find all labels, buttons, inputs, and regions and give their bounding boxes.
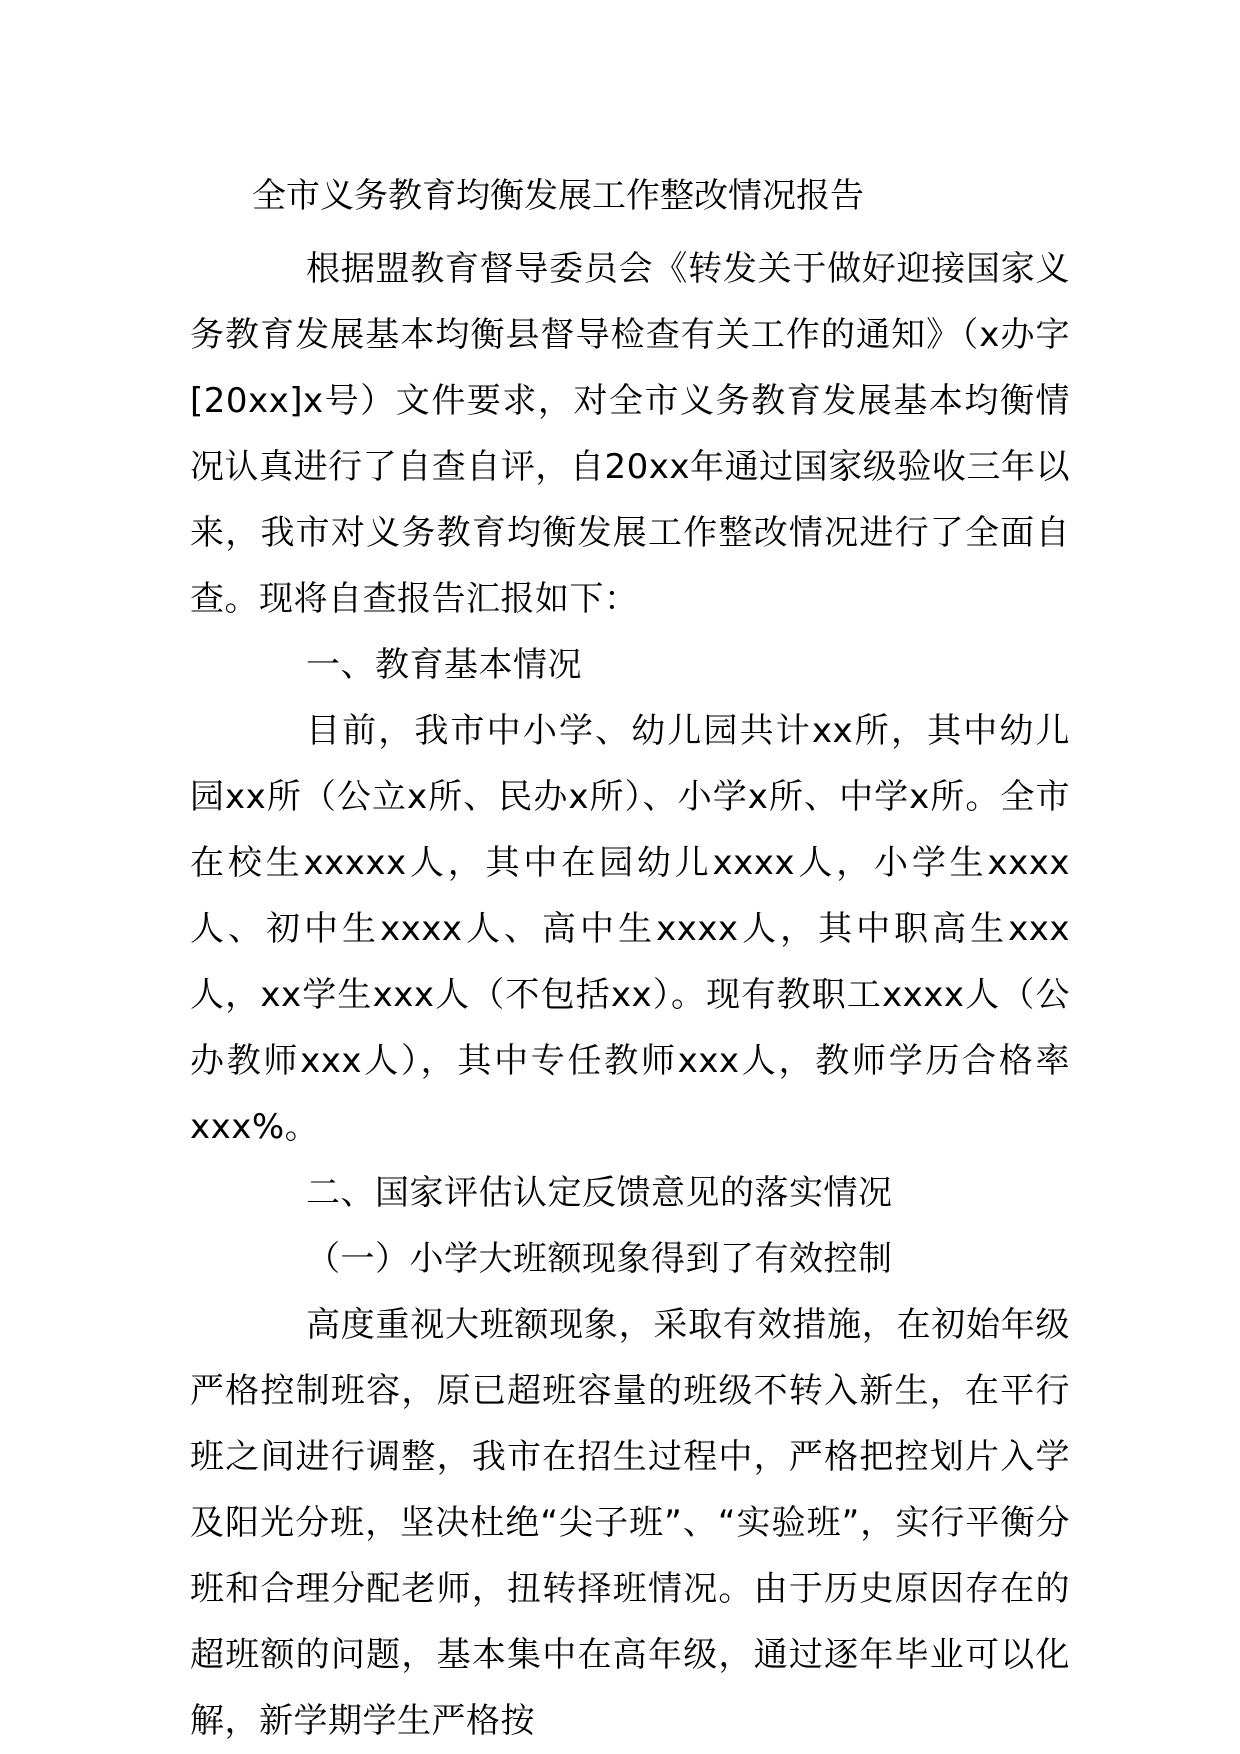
- subsection-heading-class-size: （一）小学大班额现象得到了有效控制: [306, 1239, 893, 1279]
- intro-paragraph: 根据盟教育督导委员会《转发关于做好迎接国家义务教育发展基本均衡县督导检查有关工作的通知》（x办字[20xx]x号）文件要求，对全市义务教育发展基本均衡情况认真进行了自查自评，自20xx年通过国家级验收三年以来，我市对义务教育均衡发展工作整改情况进行了全面自查。现将自查报告汇报如下：: [190, 249, 1070, 619]
- document-body: [190, 236, 1070, 1754]
- section-heading-feedback: 二、国家评估认定反馈意见的落实情况: [306, 1173, 893, 1213]
- class-size-paragraph: 高度重视大班额现象，采取有效措施，在初始年级严格控制班容，原已超班容量的班级不转入新生，在平行班之间进行调整，我市在招生过程中，严格把控划片入学及阳光分班，坚决杜绝“尖子班”、“实验班”，实行平衡分班和合理分配老师，扭转择班情况。由于历史原因存在的超班额的问题，基本集中在高年级，通过逐年毕业可以化解，新学期学生严格按: [190, 1305, 1070, 1741]
- basic-info-paragraph: 目前，我市中小学、幼儿园共计xx所，其中幼儿园xx所（公立x所、民办x所）、小学x所、中学x所。全市在校生xxxxx人，其中在园幼儿xxxx人，小学生xxxx人、初中生xxxx人、高中生xxxx人，其中职高生xxx人，xx学生xxx人（不包括xx）。现有教职工xxxx人（公办教师xxx人），其中专任教师xxx人，教师学历合格率xxx%。: [190, 711, 1070, 1147]
- section-heading-basic-info: 一、教育基本情况: [306, 645, 582, 685]
- document-title: 全市义务教育均衡发展工作整改情况报告: [252, 176, 864, 216]
